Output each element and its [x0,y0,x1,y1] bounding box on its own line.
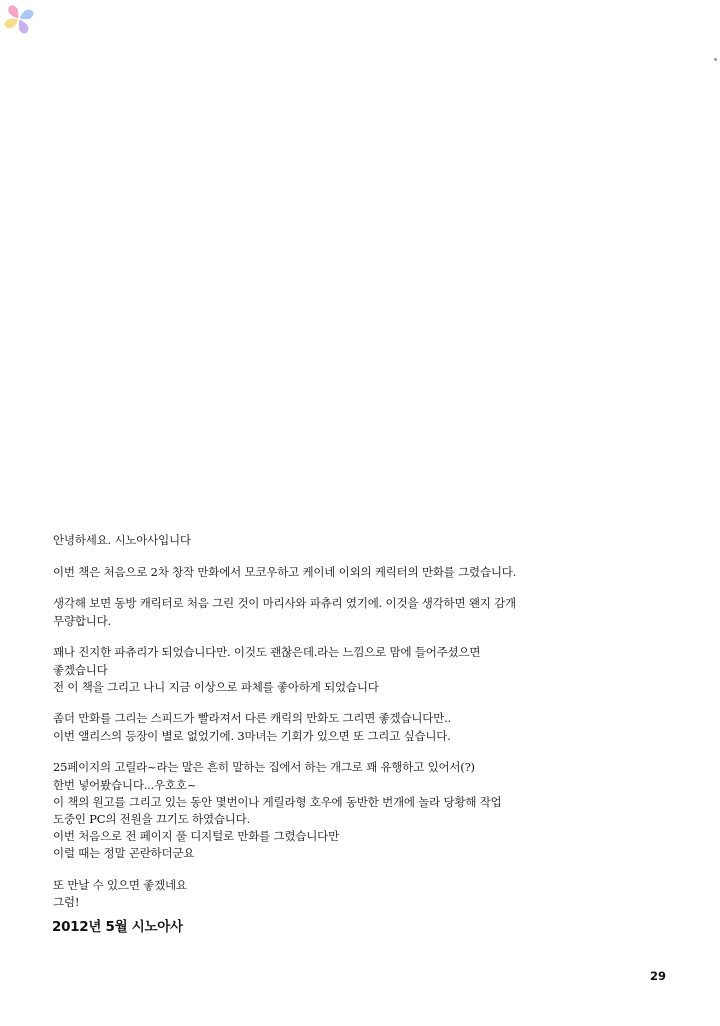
text-line: 이 책의 원고를 그리고 있는 동안 몇번이나 게릴라형 호우에 동반한 번개에 놀라 당황해 작업 [53,794,502,809]
text-line: 이럴 때는 정말 곤란하더군요 [53,846,195,861]
paragraph [53,564,693,581]
page-number: 29 [650,969,667,983]
text-line: 이번 처음으로 전 페이지 풀 디지털로 만화를 그렸습니다만 [53,829,340,844]
text-line: 25페이지의 고릴라~라는 말은 흔히 말하는 집에서 하는 개그로 꽤 유행하고 있어서(?) [53,760,475,775]
paragraph [53,710,693,744]
corner-dot [714,58,717,61]
text-line: 무량합니다. [53,613,111,628]
clover-leaf-icon [19,19,28,33]
paragraph [53,759,693,862]
afterword-text [53,532,693,926]
text-line: 도중인 PC의 전원을 끄기도 하였습니다. [53,811,251,826]
text-line: 한번 넣어봤습니다...우호호~ [53,777,197,792]
clover-leaf-icon [8,5,19,21]
paragraph [53,532,693,549]
paragraph [53,595,693,629]
signature-date: 2012년 5월 시노아사 [52,919,183,935]
paragraph [53,644,693,696]
text-line: 이번 책은 처음으로 2차 창작 만화에서 모코우하고 케이네 이외의 케릭터의 만화를 그렸습니다. [53,564,517,579]
clover-leaf-icon [19,10,33,19]
text-line: 생각해 보면 동방 캐릭터로 처음 그린 것이 마리사와 파츄리 였기에. 이것을 생각하면 왠지 감개 [53,596,516,611]
text-line: 꽤나 진지한 파츄리가 되었습니다만. 이것도 괜찮은데.라는 느낌으로 맘에 들어주셨으면 [53,645,481,660]
text-line: 이번 앨리스의 등장이 별로 없었기에. 3마녀는 기회가 있으면 또 그리고 싶습니다. [53,728,451,743]
text-line: 좀더 만화를 그리는 스피드가 빨라져서 다른 캐릭의 만화도 그리면 좋겠습니다만.. [53,711,452,726]
text-line: 또 만날 수 있으면 좋겠네요 [53,878,187,893]
text-line: 좋겠습니다 [53,662,108,677]
text-line: 안녕하세요. 시노아사입니다 [53,533,191,547]
four-leaf-clover-logo [2,2,36,36]
text-line: 그럼! [53,895,80,910]
paragraph [53,877,693,911]
clover-leaf-icon [5,19,19,28]
text-line: 전 이 책을 그리고 나니 지금 이상으로 파체를 좋아하게 되었습니다 [53,679,379,694]
